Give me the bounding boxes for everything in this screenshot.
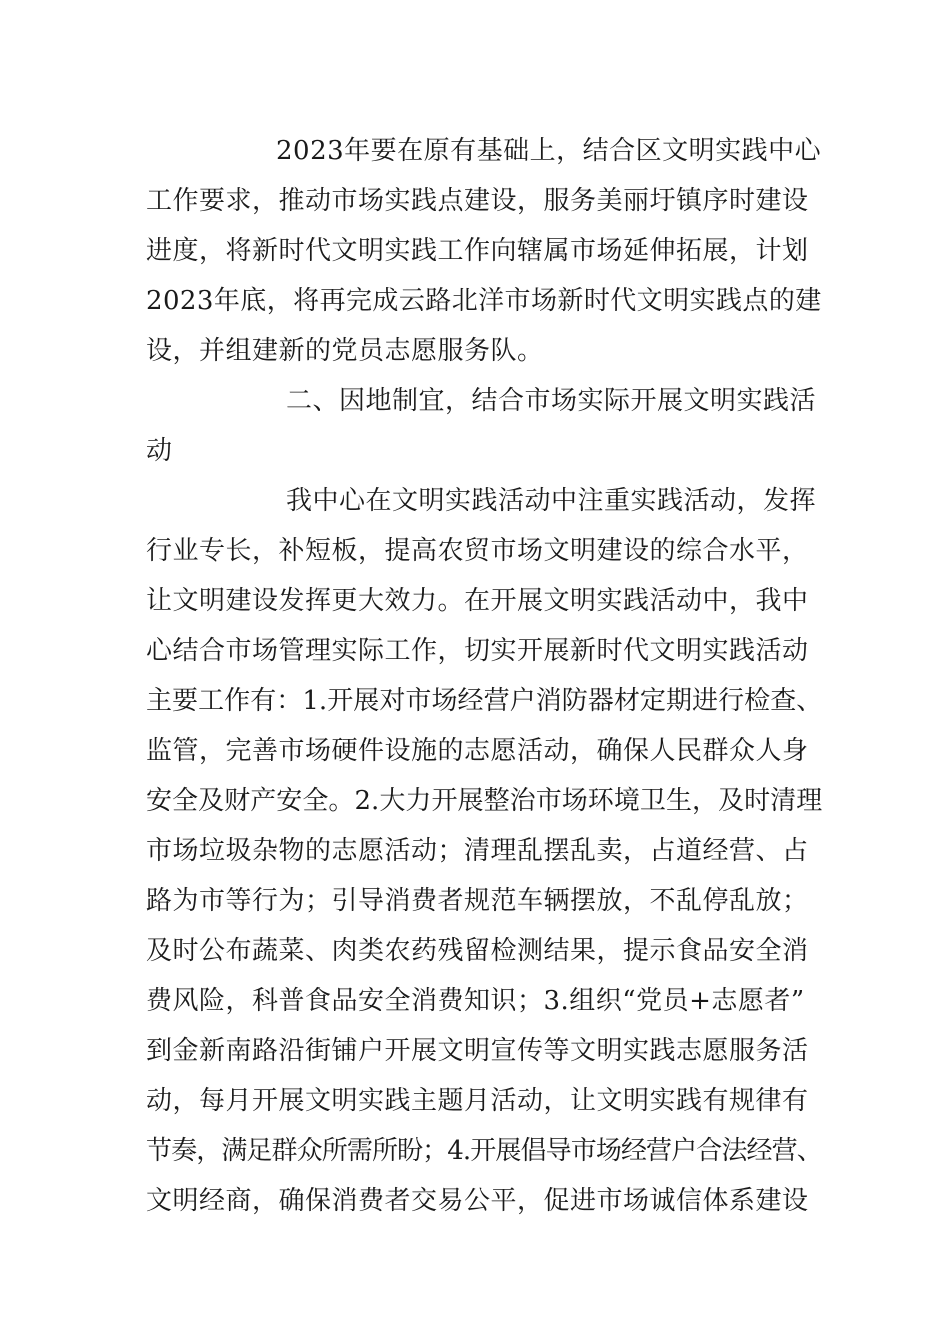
- paragraph-2-line-10: 及时公布蔬菜、肉类农药残留检测结果，提示食品安全消: [146, 936, 809, 966]
- paragraph-2-line-1: 我中心在文明实践活动中注重实践活动，发挥: [286, 486, 817, 516]
- paragraph-2-line-13: 动，每月开展文明实践主题月活动，让文明实践有规律有: [146, 1086, 809, 1116]
- paragraph-2-line-12: 到金新南路沿街铺户开展文明宣传等文明实践志愿服务活: [146, 1036, 809, 1066]
- paragraph-2-line-4: 心结合市场管理实际工作，切实开展新时代文明实践活动: [146, 636, 809, 666]
- paragraph-1-line-1: 2023年要在原有基础上，结合区文明实践中心: [276, 136, 822, 166]
- paragraph-2-line-5: 主要工作有：1.开展对市场经营户消防器材定期进行检查、: [146, 686, 823, 716]
- paragraph-2-line-6: 监管，完善市场硬件设施的志愿活动，确保人民群众人身: [146, 736, 809, 766]
- paragraph-2-line-7: 安全及财产安全。2.大力开展整治市场环境卫生，及时清理: [146, 786, 823, 816]
- paragraph-2-line-15: 文明经商，确保消费者交易公平，促进市场诚信体系建设: [146, 1186, 809, 1216]
- paragraph-2-line-2: 行业专长，补短板，提高农贸市场文明建设的综合水平，: [146, 536, 809, 566]
- paragraph-2-line-14: 节奏，满足群众所需所盼；4.开展倡导市场经营户合法经营、: [146, 1136, 822, 1166]
- paragraph-1-line-2: 工作要求，推动市场实践点建设，服务美丽圩镇序时建设: [146, 186, 809, 216]
- section-heading-line-2: 动: [146, 436, 173, 466]
- paragraph-1-line-4: 2023年底，将再完成云路北洋市场新时代文明实践点的建: [146, 286, 822, 316]
- paragraph-2-line-8: 市场垃圾杂物的志愿活动；清理乱摆乱卖，占道经营、占: [146, 836, 809, 866]
- paragraph-1-line-3: 进度，将新时代文明实践工作向辖属市场延伸拓展，计划: [146, 236, 809, 266]
- paragraph-2-line-9: 路为市等行为；引导消费者规范车辆摆放，不乱停乱放；: [146, 886, 809, 916]
- paragraph-2-line-3: 让文明建设发挥更大效力。在开展文明实践活动中，我中: [146, 586, 809, 616]
- paragraph-1-line-5: 设，并组建新的党员志愿服务队。: [146, 336, 544, 366]
- section-heading-line-1: 二、因地制宜，结合市场实际开展文明实践活: [286, 386, 817, 416]
- paragraph-2-line-11: 费风险，科普食品安全消费知识；3.组织“党员+志愿者”: [146, 986, 805, 1016]
